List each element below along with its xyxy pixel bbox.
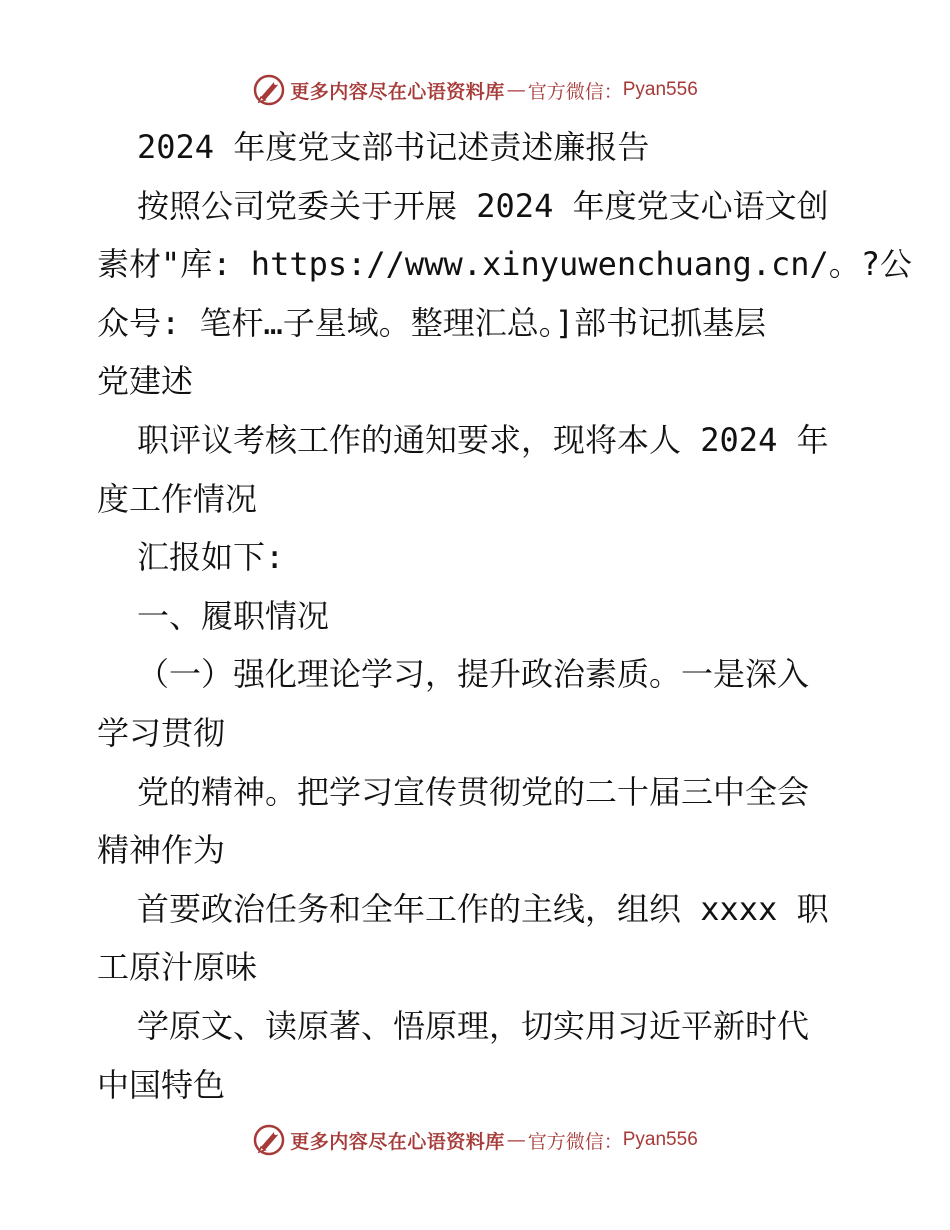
paragraph-line: 学原文、读原著、悟原理，切实用习近平新时代 bbox=[137, 1006, 810, 1045]
paragraph-line: 工原汁原味 bbox=[97, 948, 258, 987]
paragraph-line: 学习贯彻 bbox=[97, 713, 226, 752]
subsection-heading: （一）强化理论学习，提升政治素质。一是深入 bbox=[137, 655, 810, 694]
paragraph-line: 中国特色 bbox=[97, 1065, 226, 1104]
banner-sub-text: 官方微信： bbox=[527, 1130, 623, 1153]
banner-wechat-id: Pyan556 bbox=[622, 1129, 698, 1150]
paragraph-line: 精神作为 bbox=[97, 831, 226, 870]
document-title: 2024 年度党支部书记述责述廉报告 bbox=[137, 128, 650, 166]
paragraph-line: 职评议考核工作的通知要求，现将本人 2024 年 bbox=[137, 420, 829, 459]
footer-banner bbox=[0, 1120, 950, 1160]
header-banner bbox=[0, 70, 950, 110]
banner-dash: — bbox=[506, 1129, 526, 1151]
section-heading: 一、履职情况 bbox=[137, 596, 330, 635]
paragraph-line: 度工作情况 bbox=[97, 479, 258, 518]
paragraph-line: 党建述 bbox=[97, 362, 194, 401]
document-body bbox=[97, 118, 913, 1114]
paragraph-line: 首要政治任务和全年工作的主线，组织 xxxx 职 bbox=[137, 889, 829, 928]
banner-main-text: 更多内容尽在心语资料库 bbox=[290, 1130, 505, 1153]
banner-main-text: 更多内容尽在心语资料库 bbox=[290, 80, 505, 103]
paragraph-line: 按照公司党委关于开展 2024 年度党支心语文创 bbox=[137, 186, 829, 225]
pen-logo-icon bbox=[252, 73, 286, 107]
paragraph-line: 汇报如下: bbox=[137, 538, 285, 577]
paragraph-line: 众号: 笔杆…子星域。整理汇总。]部书记抓基层 bbox=[97, 303, 767, 342]
paragraph-line: 素材"库: https://www.xinyuwenchuang.cn/。?公 bbox=[97, 245, 913, 284]
banner-wechat-id: Pyan556 bbox=[622, 79, 698, 100]
paragraph-line: 党的精神。把学习宣传贯彻党的二十届三中全会 bbox=[137, 772, 810, 811]
banner-dash: — bbox=[506, 79, 526, 101]
pen-logo-icon bbox=[252, 1123, 286, 1157]
banner-sub-text: 官方微信： bbox=[527, 80, 623, 103]
